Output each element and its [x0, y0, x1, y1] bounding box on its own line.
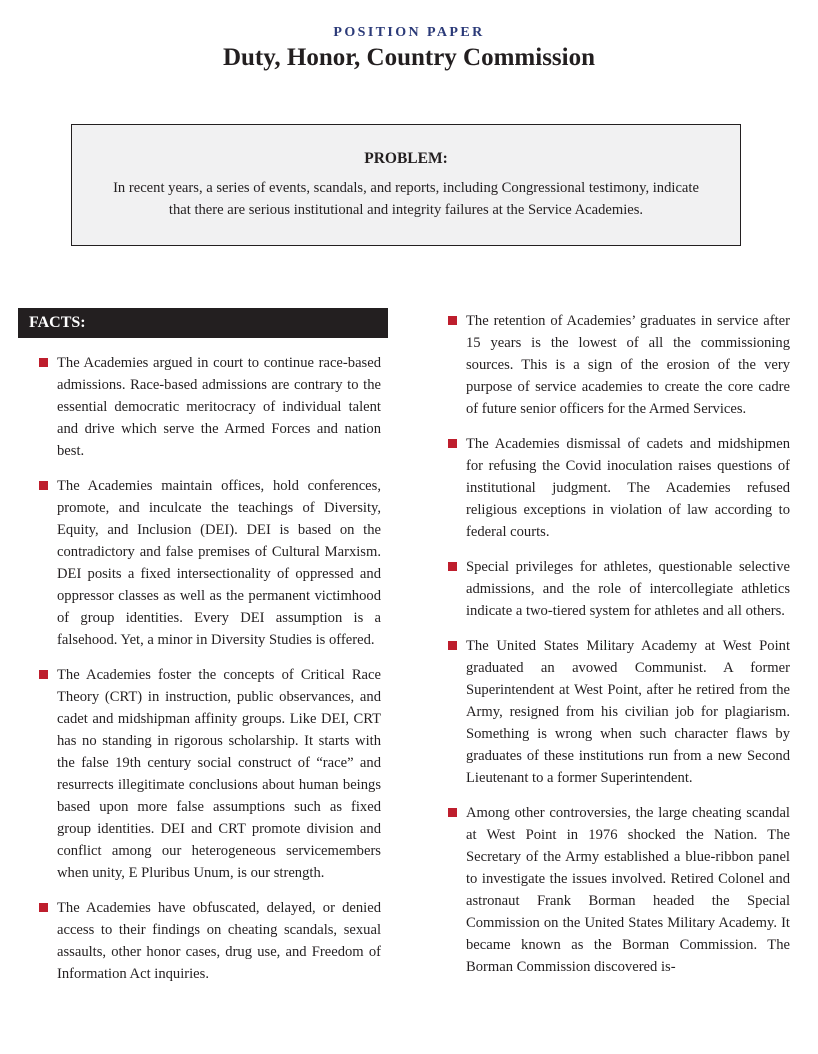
square-bullet-icon	[448, 808, 457, 817]
fact-item	[39, 352, 381, 462]
fact-text: The United States Military Academy at West Point graduated an avowed Communist. A former Superintendent at West Point, after he retired from the Army, resigned from his civilian job for plagiarism. Something is wrong when such character flaws by graduates of these institutions run from a new Second Lieutenant to a former Superintendent.	[466, 638, 790, 786]
facts-heading: FACTS:	[18, 308, 388, 338]
fact-text: The retention of Academies’ graduates in service after 15 years is the lowest of all the commissioning sources. This is a sign of the erosion of the very purpose of service academies to create the core cadre of future senior officers for the Armed Services.	[466, 313, 790, 417]
problem-text: In recent years, a series of events, scandals, and reports, including Congressional testimony, indicate that there are serious institutional and integrity failures at the Service Academies.	[113, 180, 699, 218]
problem-box	[71, 124, 741, 246]
fact-item	[448, 433, 790, 543]
facts-left-column	[39, 352, 381, 998]
fact-item	[448, 802, 790, 978]
square-bullet-icon	[39, 358, 48, 367]
fact-text: The Academies foster the concepts of Critical Race Theory (CRT) in instruction, public observances, and cadet and midshipman affinity groups. Like DEI, CRT has no standing in rigorous scholarship. It starts with the false 19th century social construct of “race” and resurrects illegitimate conclusions about human beings based upon more false assumptions such as fixed group identities. DEI and CRT promote division and conflict among our heterogeneous servicemembers when unity, E Pluribus Unum, is our strength.	[57, 667, 381, 881]
fact-text: The Academies have obfuscated, delayed, or denied access to their findings on cheating scandals, sexual assaults, other honor cases, drug use, and Freedom of Information Act inquiries.	[57, 900, 381, 982]
fact-text: The Academies dismissal of cadets and midshipmen for refusing the Covid inoculation raises questions of institutional judgment. The Academies refused religious exceptions in violation of law according to federal courts.	[466, 436, 790, 540]
fact-text: The Academies argued in court to continue race-based admissions. Race-based admissions are contrary to the essential democratic meritocracy of individual talent and drive which serve the Armed Forces and nation best.	[57, 355, 381, 459]
document-label: POSITION PAPER	[333, 25, 485, 40]
square-bullet-icon	[39, 670, 48, 679]
fact-text: Special privileges for athletes, questionable selective admissions, and the role of intercollegiate athletics indicate a two-tiered system for athletes and all others.	[466, 559, 790, 619]
facts-right-column	[448, 310, 790, 991]
fact-item	[39, 664, 381, 884]
square-bullet-icon	[448, 439, 457, 448]
fact-item	[448, 635, 790, 789]
fact-item	[39, 475, 381, 651]
fact-item	[39, 897, 381, 985]
square-bullet-icon	[39, 481, 48, 490]
square-bullet-icon	[448, 562, 457, 571]
square-bullet-icon	[448, 641, 457, 650]
square-bullet-icon	[448, 316, 457, 325]
square-bullet-icon	[39, 903, 48, 912]
fact-text: The Academies maintain offices, hold conferences, promote, and inculcate the teachings of Diversity, Equity, and Inclusion (DEI). DEI is based on the contradictory and false premises of Cultural Marxism. DEI posits a fixed intersectionality of oppressed and oppressor classes as well as the permanent victimhood of group identities. Every DEI assumption is a falsehood. Yet, a minor in Diversity Studies is offered.	[57, 478, 381, 648]
fact-item	[448, 310, 790, 420]
problem-heading: PROBLEM:	[364, 150, 448, 167]
fact-text: Among other controversies, the large cheating scandal at West Point in 1976 shocked the Nation. The Secretary of the Army established a blue-ribbon panel to investigate the issues involved. Retired Colonel and astronaut Frank Borman headed the Special Commission on the United States Military Academy. It became known as the Borman Commission. The Borman Commission discovered is-	[466, 805, 790, 975]
document-title: Duty, Honor, Country Commission	[222, 44, 596, 71]
fact-item	[448, 556, 790, 622]
